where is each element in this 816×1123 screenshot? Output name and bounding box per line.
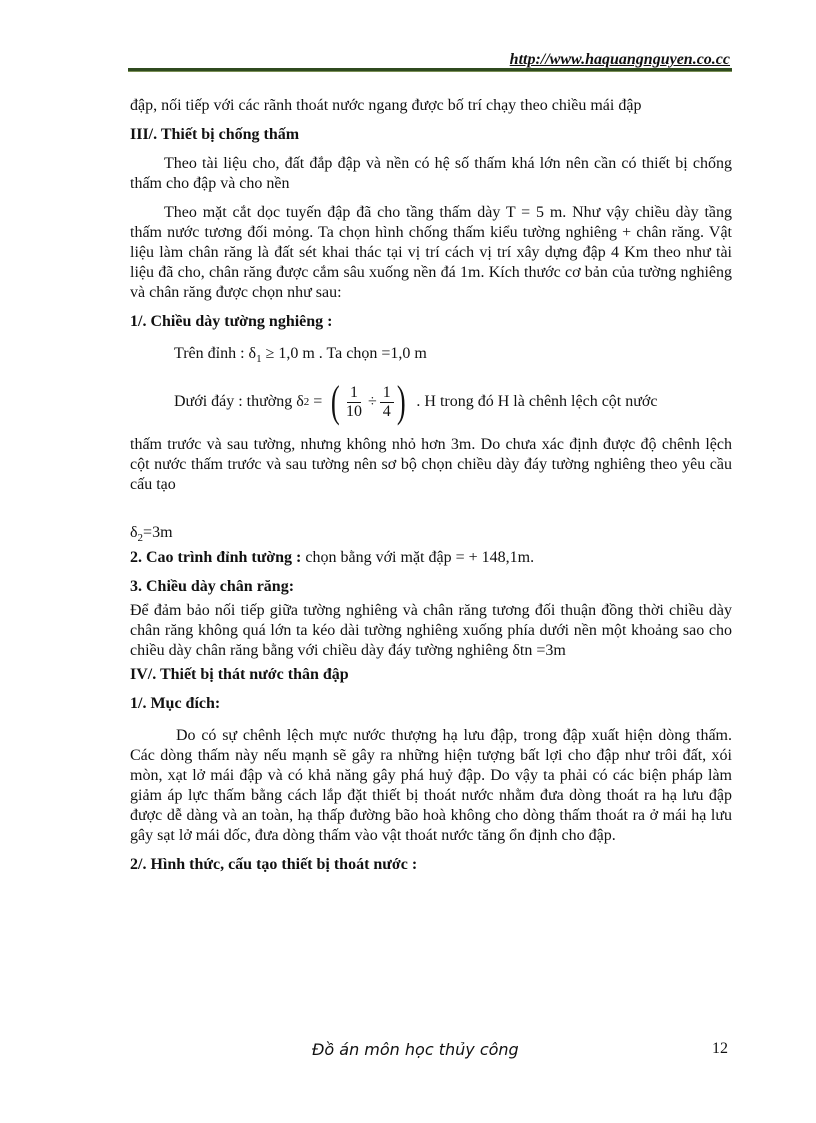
delta-value: =3m [143,524,173,541]
fraction-numerator: 1 [380,384,394,403]
paragraph-formula-continuation: thấm trước và sau tường, nhưng không nhỏ hơn 3m. Do chưa xác định được độ chênh lệch cột nước thấm trước và sau tường nên sơ bộ chọn chiều dày đáy tường nghiêng theo yêu cầu cấu tạo [130,436,732,493]
delta-symbol: δ [130,524,138,541]
paragraph-iii-2: Theo mặt cắt dọc tuyến đập đã cho tầng thấm dày T = 5 m. Như vậy chiều dày tầng thấm nước tương đối mỏng. Ta chọn hình chống thấm kiểu tường nghiêng + chân răng. Vật liệu làm chân răng là đất sét khai thác tại vị trí cách vị trí xây dựng đập 4 Km theo như tài liệu đã cho, chân răng được cắm sâu xuống nền đá 1m. Kích thước cơ bản của tường nghiêng và chân răng được chọn như sau: [130,204,732,301]
document-body [130,96,732,875]
subsection-2-text: chọn bằng với mặt đập = + 148,1m. [301,549,535,566]
subsection-heading-iv-1: 1/. Mục đích: [130,695,221,712]
left-paren: ( [331,377,341,426]
formula-fraction-group [328,377,408,426]
formula-top-prefix: Trên đỉnh : δ [174,345,257,362]
paragraph-iii-1: Theo tài liệu cho, đất đắp đập và nền có hệ số thấm khá lớn nên cần có thiết bị chống thấm cho đập và cho nền [130,155,732,192]
formula-top-rest: ≥ 1,0 m . Ta chọn =1,0 m [265,345,427,362]
formula-equals: = [313,393,323,410]
formula-bottom-suffix: . H trong đó H là chênh lệch cột nước [416,393,658,410]
formula-top-subscript: 1 [256,353,262,365]
fraction-1-4 [380,384,394,421]
formula-top-thickness [174,344,732,369]
delta-2-value [130,523,732,548]
subsection-heading-2: 2. Cao trình đỉnh tường : [130,549,302,566]
division-sign: ÷ [367,393,377,410]
delta-subscript: 2 [137,532,144,544]
paragraph-intro: đập, nối tiếp với các rãnh thoát nước ngang được bố trí chạy theo chiều mái đập [130,97,642,114]
fraction-denominator: 10 [345,402,362,420]
header-url-link[interactable]: http://www.haquangnguyen.co.cc [509,51,730,68]
right-paren: ) [396,377,406,426]
subsection-heading-3: 3. Chiều dày chân răng: [130,578,295,595]
formula-bottom-subscript: 2 [303,396,310,408]
subsection-2-line [130,548,732,568]
paragraph-3: Để đảm bảo nối tiếp giữa tường nghiêng và chân răng tương đối thuận đồng thời chiều dày chân răng không quá lớn ta kéo dài tường nghiêng xuống phía dưới nền một khoảng sao cho chiều dày chân răng bằng với chiều dày đáy tường nghiêng δtn =3m [130,602,732,659]
section-heading-iii: III/. Thiết bị chống thấm [130,126,300,143]
subsection-heading-1: 1/. Chiều dày tường nghiêng : [130,313,333,330]
formula-bottom-thickness [174,378,732,426]
page-number: 12 [712,1040,728,1057]
section-heading-iv: IV/. Thiết bị thát nước thân đập [130,666,349,683]
fraction-denominator: 4 [382,402,391,420]
header-divider [128,68,732,72]
footer-title: Đồ án môn học thủy công [312,1040,519,1059]
formula-bottom-prefix: Dưới đáy : thường δ [174,393,304,410]
fraction-1-10 [343,384,365,421]
fraction-numerator: 1 [347,384,361,403]
paragraph-iv-1: Do có sự chênh lệch mực nước thượng hạ lưu đập, trong đập xuất hiện dòng thấm. Các dòng thấm này nếu mạnh sẽ gây ra những hiện tượng bất lợi cho đập như trôi đất, xói mòn, xạt lở mái đập và có khả năng gây phá huỷ đập. Do vậy ta phải có các biện pháp làm giảm áp lực thấm bằng cách lắp đặt thiết bị thoát nước nhằm đưa dòng thoát ra hạ lưu đập được dễ dàng và an toàn, hạ thấp đường bão hoà không cho dòng thấm thoát ra ở mái hạ lưu gây sạt lở mái dốc, đưa dòng thấm vào vật thoát nước tăng ổn định cho đập. [130,727,732,844]
subsection-heading-iv-2: 2/. Hình thức, cấu tạo thiết bị thoát nước : [130,856,418,873]
